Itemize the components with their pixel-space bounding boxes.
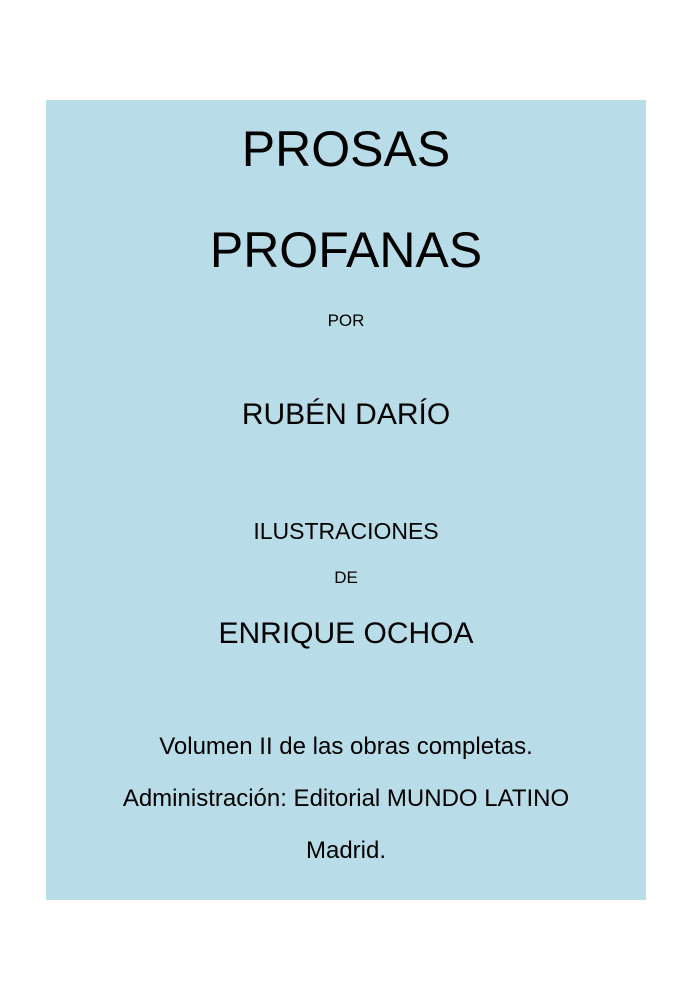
of-label: DE — [334, 568, 358, 587]
book-cover — [46, 100, 646, 900]
city-line: Madrid. — [305, 837, 387, 864]
author-name: RUBÉN DARÍO — [241, 398, 451, 431]
by-label: POR — [327, 311, 365, 330]
illustrations-label: ILUSTRACIONES — [253, 518, 439, 544]
publisher-line: Administración: Editorial MUNDO LATINO — [122, 785, 570, 812]
title-line-2: PROFANAS — [209, 222, 483, 278]
illustrator-name: ENRIQUE OCHOA — [218, 617, 474, 650]
volume-line: Volumen II de las obras completas. — [159, 733, 533, 760]
title-line-1: PROSAS — [241, 121, 451, 177]
